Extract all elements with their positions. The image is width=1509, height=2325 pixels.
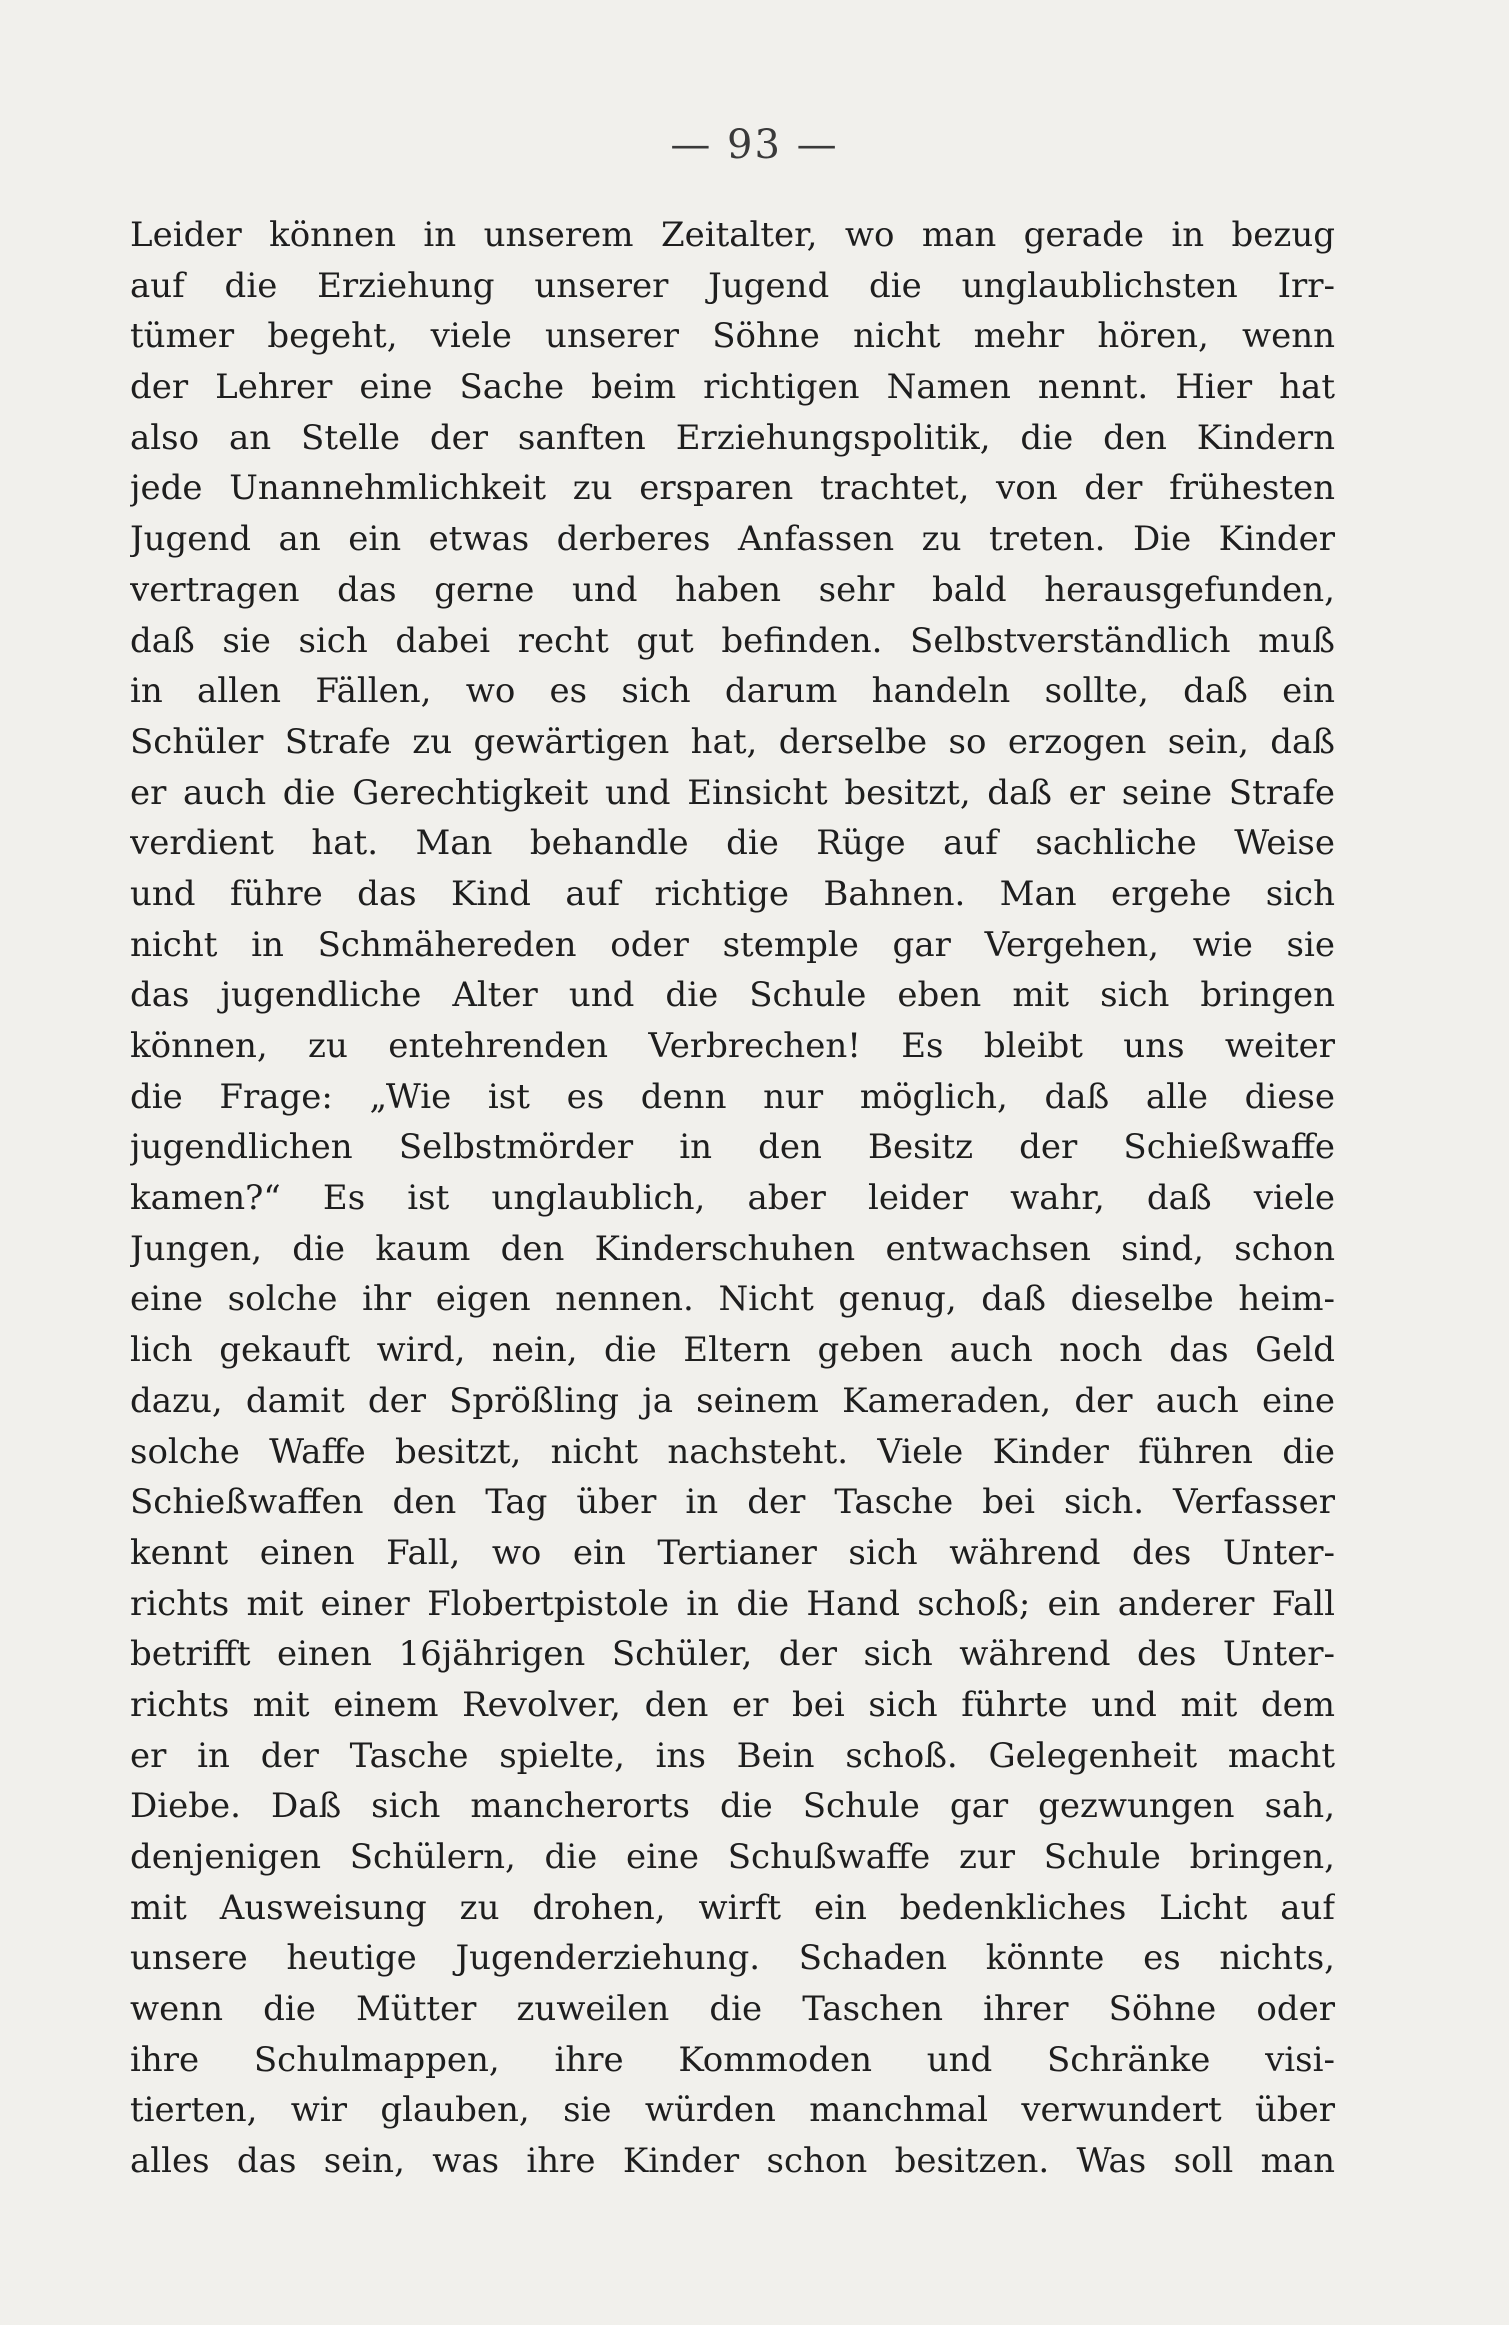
text-line: wenn die Mütter zuweilen die Taschen ihrer Söhne oder <box>130 1989 1335 2030</box>
text-line: jede Unannehmlichkeit zu ersparen trachtet, von der frühesten <box>130 468 1335 509</box>
text-line: Schießwaffen den Tag über in der Tasche bei sich. Verfasser <box>130 1482 1335 1523</box>
text-line: können, zu entehrenden Verbrechen! Es bleibt uns weiter <box>130 1026 1335 1066</box>
body-text <box>130 210 1335 2187</box>
text-line: das jugendliche Alter und die Schule eben mit sich bringen <box>130 975 1335 1016</box>
text-line: mit Ausweisung zu drohen, wirft ein bedenkliches Licht auf <box>130 1887 1335 1928</box>
text-line: er in der Tasche spielte, ins Bein schoß. Gelegenheit macht <box>130 1735 1335 1776</box>
text-line: betrifft einen 16jährigen Schüler, der sich während des Unter- <box>130 1634 1335 1675</box>
text-line: Schüler Strafe zu gewärtigen hat, derselbe so erzogen sein, daß <box>130 721 1335 762</box>
text-line: kamen?“ Es ist unglaublich, aber leider wahr, daß viele <box>130 1178 1335 1219</box>
text-line: vertragen das gerne und haben sehr bald herausgefunden, <box>130 569 1335 610</box>
text-line: jugendlichen Selbstmörder in den Besitz der Schießwaffe <box>130 1127 1335 1168</box>
text-line: dazu, damit der Sprößling ja seinem Kameraden, der auch eine <box>130 1380 1335 1421</box>
text-line: tierten, wir glauben, sie würden manchmal verwundert über <box>130 2090 1335 2131</box>
text-line: solche Waffe besitzt, nicht nachsteht. Viele Kinder führen die <box>130 1431 1335 1472</box>
text-line: unsere heutige Jugenderziehung. Schaden könnte es nichts, <box>130 1938 1335 1979</box>
text-line: tümer begeht, viele unserer Söhne nicht mehr hören, wenn <box>130 316 1335 357</box>
text-line: auf die Erziehung unserer Jugend die unglaublichsten Irr- <box>130 265 1335 306</box>
text-line: er auch die Gerechtigkeit und Einsicht besitzt, daß er seine Strafe <box>130 772 1335 813</box>
text-line: in allen Fällen, wo es sich darum handeln sollte, daß ein <box>130 671 1335 712</box>
text-line: richts mit einem Revolver, den er bei sich führte und mit dem <box>130 1684 1335 1725</box>
text-line: ihre Schulmappen, ihre Kommoden und Schränke visi- <box>130 2039 1335 2080</box>
text-line: lich gekauft wird, nein, die Eltern geben auch noch das Geld <box>130 1330 1335 1371</box>
text-line: Jungen, die kaum den Kinderschuhen entwachsen sind, schon <box>130 1228 1335 1269</box>
text-line: verdient hat. Man behandle die Rüge auf sachliche Weise <box>130 823 1335 864</box>
text-line: Leider können in unserem Zeitalter, wo man gerade in bezug <box>130 215 1335 255</box>
text-line: nicht in Schmähereden oder stemple gar Vergehen, wie sie <box>130 924 1335 965</box>
text-line: alles das sein, was ihre Kinder schon besitzen. Was soll man <box>130 2141 1335 2182</box>
text-line: denjenigen Schülern, die eine Schußwaffe zur Schule bringen, <box>130 1837 1335 1877</box>
text-line: Diebe. Daß sich mancherorts die Schule gar gezwungen sah, <box>130 1786 1335 1827</box>
text-line: Jugend an ein etwas derberes Anfassen zu treten. Die Kinder <box>130 519 1335 560</box>
text-line: eine solche ihr eigen nennen. Nicht genug, daß dieselbe heim- <box>130 1279 1335 1320</box>
text-line: richts mit einer Flobertpistole in die Hand schoß; ein anderer Fall <box>130 1583 1335 1624</box>
text-line: kennt einen Fall, wo ein Tertianer sich während des Unter- <box>130 1532 1335 1573</box>
page-number: — 93 — <box>670 122 839 168</box>
text-line: also an Stelle der sanften Erziehungspolitik, die den Kindern <box>130 417 1335 458</box>
text-line: daß sie sich dabei recht gut befinden. Selbstverständlich muß <box>130 620 1335 661</box>
text-line: die Frage: „Wie ist es denn nur möglich, daß alle diese <box>130 1076 1335 1117</box>
text-line: der Lehrer eine Sache beim richtigen Namen nennt. Hier hat <box>130 367 1335 408</box>
text-line: und führe das Kind auf richtige Bahnen. Man ergehe sich <box>130 873 1335 914</box>
